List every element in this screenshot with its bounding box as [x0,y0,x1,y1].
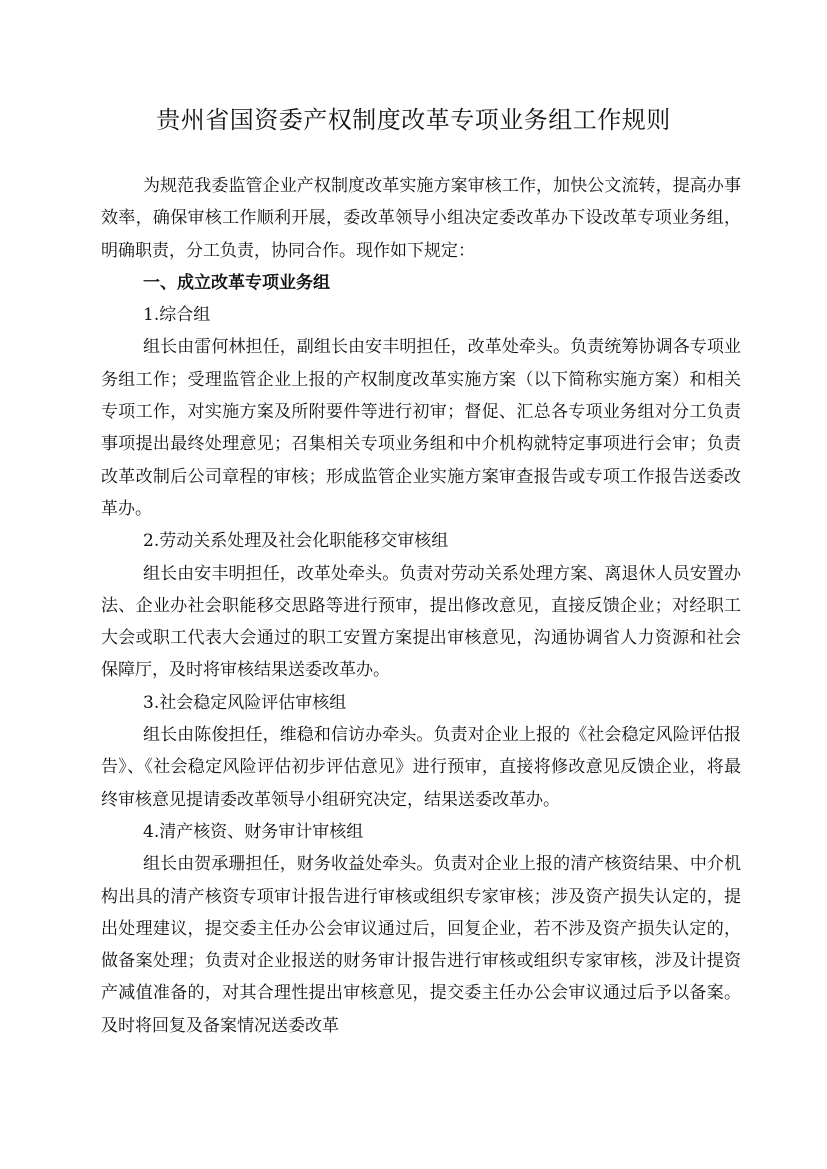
document-title: 贵州省国资委产权制度改革专项业务组工作规则 [156,106,671,134]
group-paragraph: 组长由贺承珊担任，财务收益处牵头。负责对企业上报的清产核资结果、中介机构出具的清产核资专项审计报告进行审核或组织专家审核；涉及资产损失认定的，提出处理建议，提交委主任办公会审议通过后，回复企业，若不涉及资产损失认定的，做备案处理；负责对企业报送的财务审计报告进行审核或组织专家审核，涉及计提资产减值准备的，对其合理性提出审核意见，提交委主任办公会审议通过后予以备案。及时将回复及备案情况送委改革 [101,854,741,1036]
group-paragraph: 组长由安丰明担任，改革处牵头。负责对劳动关系处理方案、离退休人员安置办法、企业办社会职能移交思路等进行预审，提出修改意见，直接反馈企业；对经职工大会或职工代表大会通过的职工安置方案提出审核意见，沟通协调省人力资源和社会保障厅，及时将审核结果送委改革办。 [101,563,741,681]
group-heading: 3.社会稳定风险评估审核组 [143,692,347,713]
group-paragraph: 组长由陈俊担任，维稳和信访办牵头。负责对企业上报的《社会稳定风险评估报告》、《社会稳定风险评估初步评估意见》进行预审，直接将修改意见反馈企业，将最终审核意见提请委改革领导小组研究决定，结果送委改革办。 [101,725,741,810]
group-heading: 2.劳动关系处理及社会化职能移交审核组 [143,531,449,552]
intro-paragraph: 为规范我委监管企业产权制度改革实施方案审核工作，加快公文流转，提高办事效率，确保审核工作顺利开展，委改革领导小组决定委改革办下设改革专项业务组，明确职责，分工负责，协同合作。现作如下规定： [101,176,741,261]
group-paragraph: 组长由雷何林担任，副组长由安丰明担任，改革处牵头。负责统筹协调各专项业务组工作；受理监管企业上报的产权制度改革实施方案（以下简称实施方案）和相关专项工作，对实施方案及所附要件等进行初审；督促、汇总各专项业务组对分工负责事项提出最终处理意见；召集相关专项业务组和中介机构就特定事项进行会审；负责改革改制后公司章程的审核；形成监管企业实施方案审查报告或专项工作报告送委改革办。 [101,337,741,519]
group-heading: 4.清产核资、财务审计审核组 [143,821,364,842]
section-heading: 一、成立改革专项业务组 [143,272,330,293]
group-heading: 1.综合组 [143,305,211,326]
document-body [101,170,741,1042]
